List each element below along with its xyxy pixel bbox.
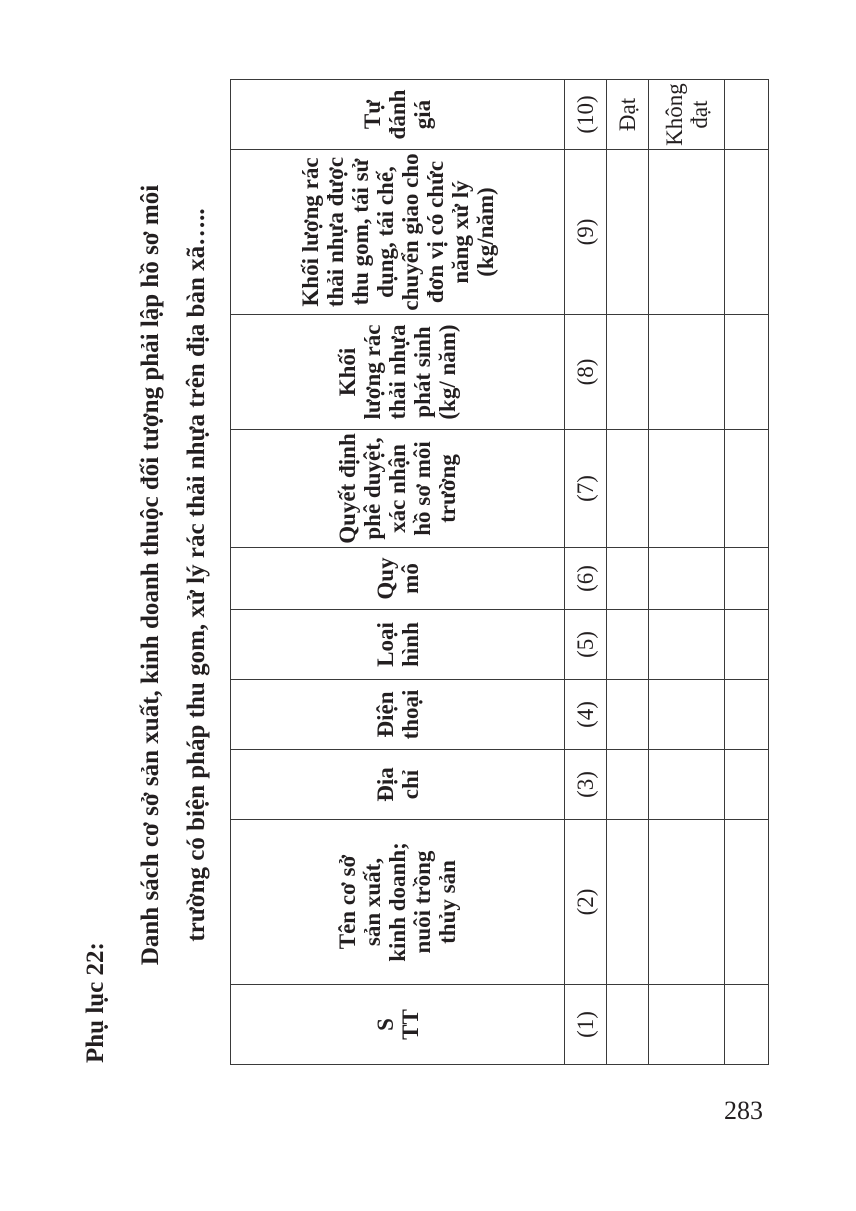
header-facility-name: Tên cơ sở sản xuất, kinh doanh; nuôi trồng thủy sản bbox=[231, 820, 565, 985]
table-cell bbox=[649, 430, 725, 548]
header-type: Loại hình bbox=[231, 610, 565, 680]
table-cell bbox=[607, 430, 649, 548]
table-cell bbox=[725, 430, 769, 548]
column-number-row bbox=[565, 80, 607, 1065]
facility-list-table bbox=[230, 79, 769, 1065]
table-cell bbox=[607, 548, 649, 610]
table-cell bbox=[649, 150, 725, 315]
table-cell bbox=[649, 820, 725, 985]
table-cell bbox=[725, 80, 769, 150]
title-line-1: Danh sách cơ sở sản xuất, kinh doanh thuộc đối tượng phải lập hồ sơ môi bbox=[137, 184, 164, 966]
appendix-heading: Phụ lục 22: bbox=[82, 942, 109, 1063]
table-cell bbox=[607, 680, 649, 750]
table-cell bbox=[725, 548, 769, 610]
table-cell bbox=[649, 548, 725, 610]
header-plastic-collected: Khối lượng rác thải nhựa được thu gom, tái sử dụng, tái chế, chuyển giao cho đơn vị có chức năng xử lý (kg/năm) bbox=[231, 150, 565, 315]
colnum-9: (9) bbox=[565, 150, 607, 315]
table-row bbox=[725, 80, 769, 1065]
rotated-page-content bbox=[80, 75, 770, 1075]
colnum-8: (8) bbox=[565, 315, 607, 430]
colnum-5: (5) bbox=[565, 610, 607, 680]
table-cell bbox=[649, 315, 725, 430]
colnum-1: (1) bbox=[565, 985, 607, 1065]
colnum-2: (2) bbox=[565, 820, 607, 985]
colnum-10: (10) bbox=[565, 80, 607, 150]
table-cell bbox=[725, 610, 769, 680]
header-self-assessment: Tự đánh giá bbox=[231, 80, 565, 150]
header-stt: S TT bbox=[231, 985, 565, 1065]
table-row bbox=[607, 80, 649, 1065]
eval-pass: Đạt bbox=[607, 80, 649, 150]
table-cell bbox=[607, 985, 649, 1065]
table-cell bbox=[607, 750, 649, 820]
title-line-2: trường có biện pháp thu gom, xử lý rác thải nhựa trên địa bàn xã….. bbox=[183, 208, 210, 942]
table-cell bbox=[607, 150, 649, 315]
table-cell bbox=[725, 985, 769, 1065]
table-cell bbox=[725, 680, 769, 750]
table-cell bbox=[725, 315, 769, 430]
page-number: 283 bbox=[724, 1096, 763, 1125]
header-scale: Quy mô bbox=[231, 548, 565, 610]
table-row bbox=[649, 80, 725, 1065]
table-cell bbox=[607, 820, 649, 985]
header-address: Địa chỉ bbox=[231, 750, 565, 820]
eval-fail: Không đạt bbox=[649, 80, 725, 150]
table-cell bbox=[725, 150, 769, 315]
table-cell bbox=[607, 610, 649, 680]
colnum-7: (7) bbox=[565, 430, 607, 548]
header-row bbox=[231, 80, 565, 1065]
table-cell bbox=[649, 750, 725, 820]
header-decision: Quyết định phê duyệt, xác nhận hồ sơ môi trường bbox=[231, 430, 565, 548]
table-cell bbox=[607, 315, 649, 430]
colnum-4: (4) bbox=[565, 680, 607, 750]
header-phone: Điện thoại bbox=[231, 680, 565, 750]
table-cell bbox=[649, 985, 725, 1065]
table-cell bbox=[649, 680, 725, 750]
table-cell bbox=[725, 820, 769, 985]
table-cell bbox=[649, 610, 725, 680]
colnum-6: (6) bbox=[565, 548, 607, 610]
colnum-3: (3) bbox=[565, 750, 607, 820]
table-cell bbox=[725, 750, 769, 820]
document-title bbox=[128, 75, 220, 1075]
header-plastic-generated: Khối lượng rác thải nhựa phát sinh (kg/ năm) bbox=[231, 315, 565, 430]
